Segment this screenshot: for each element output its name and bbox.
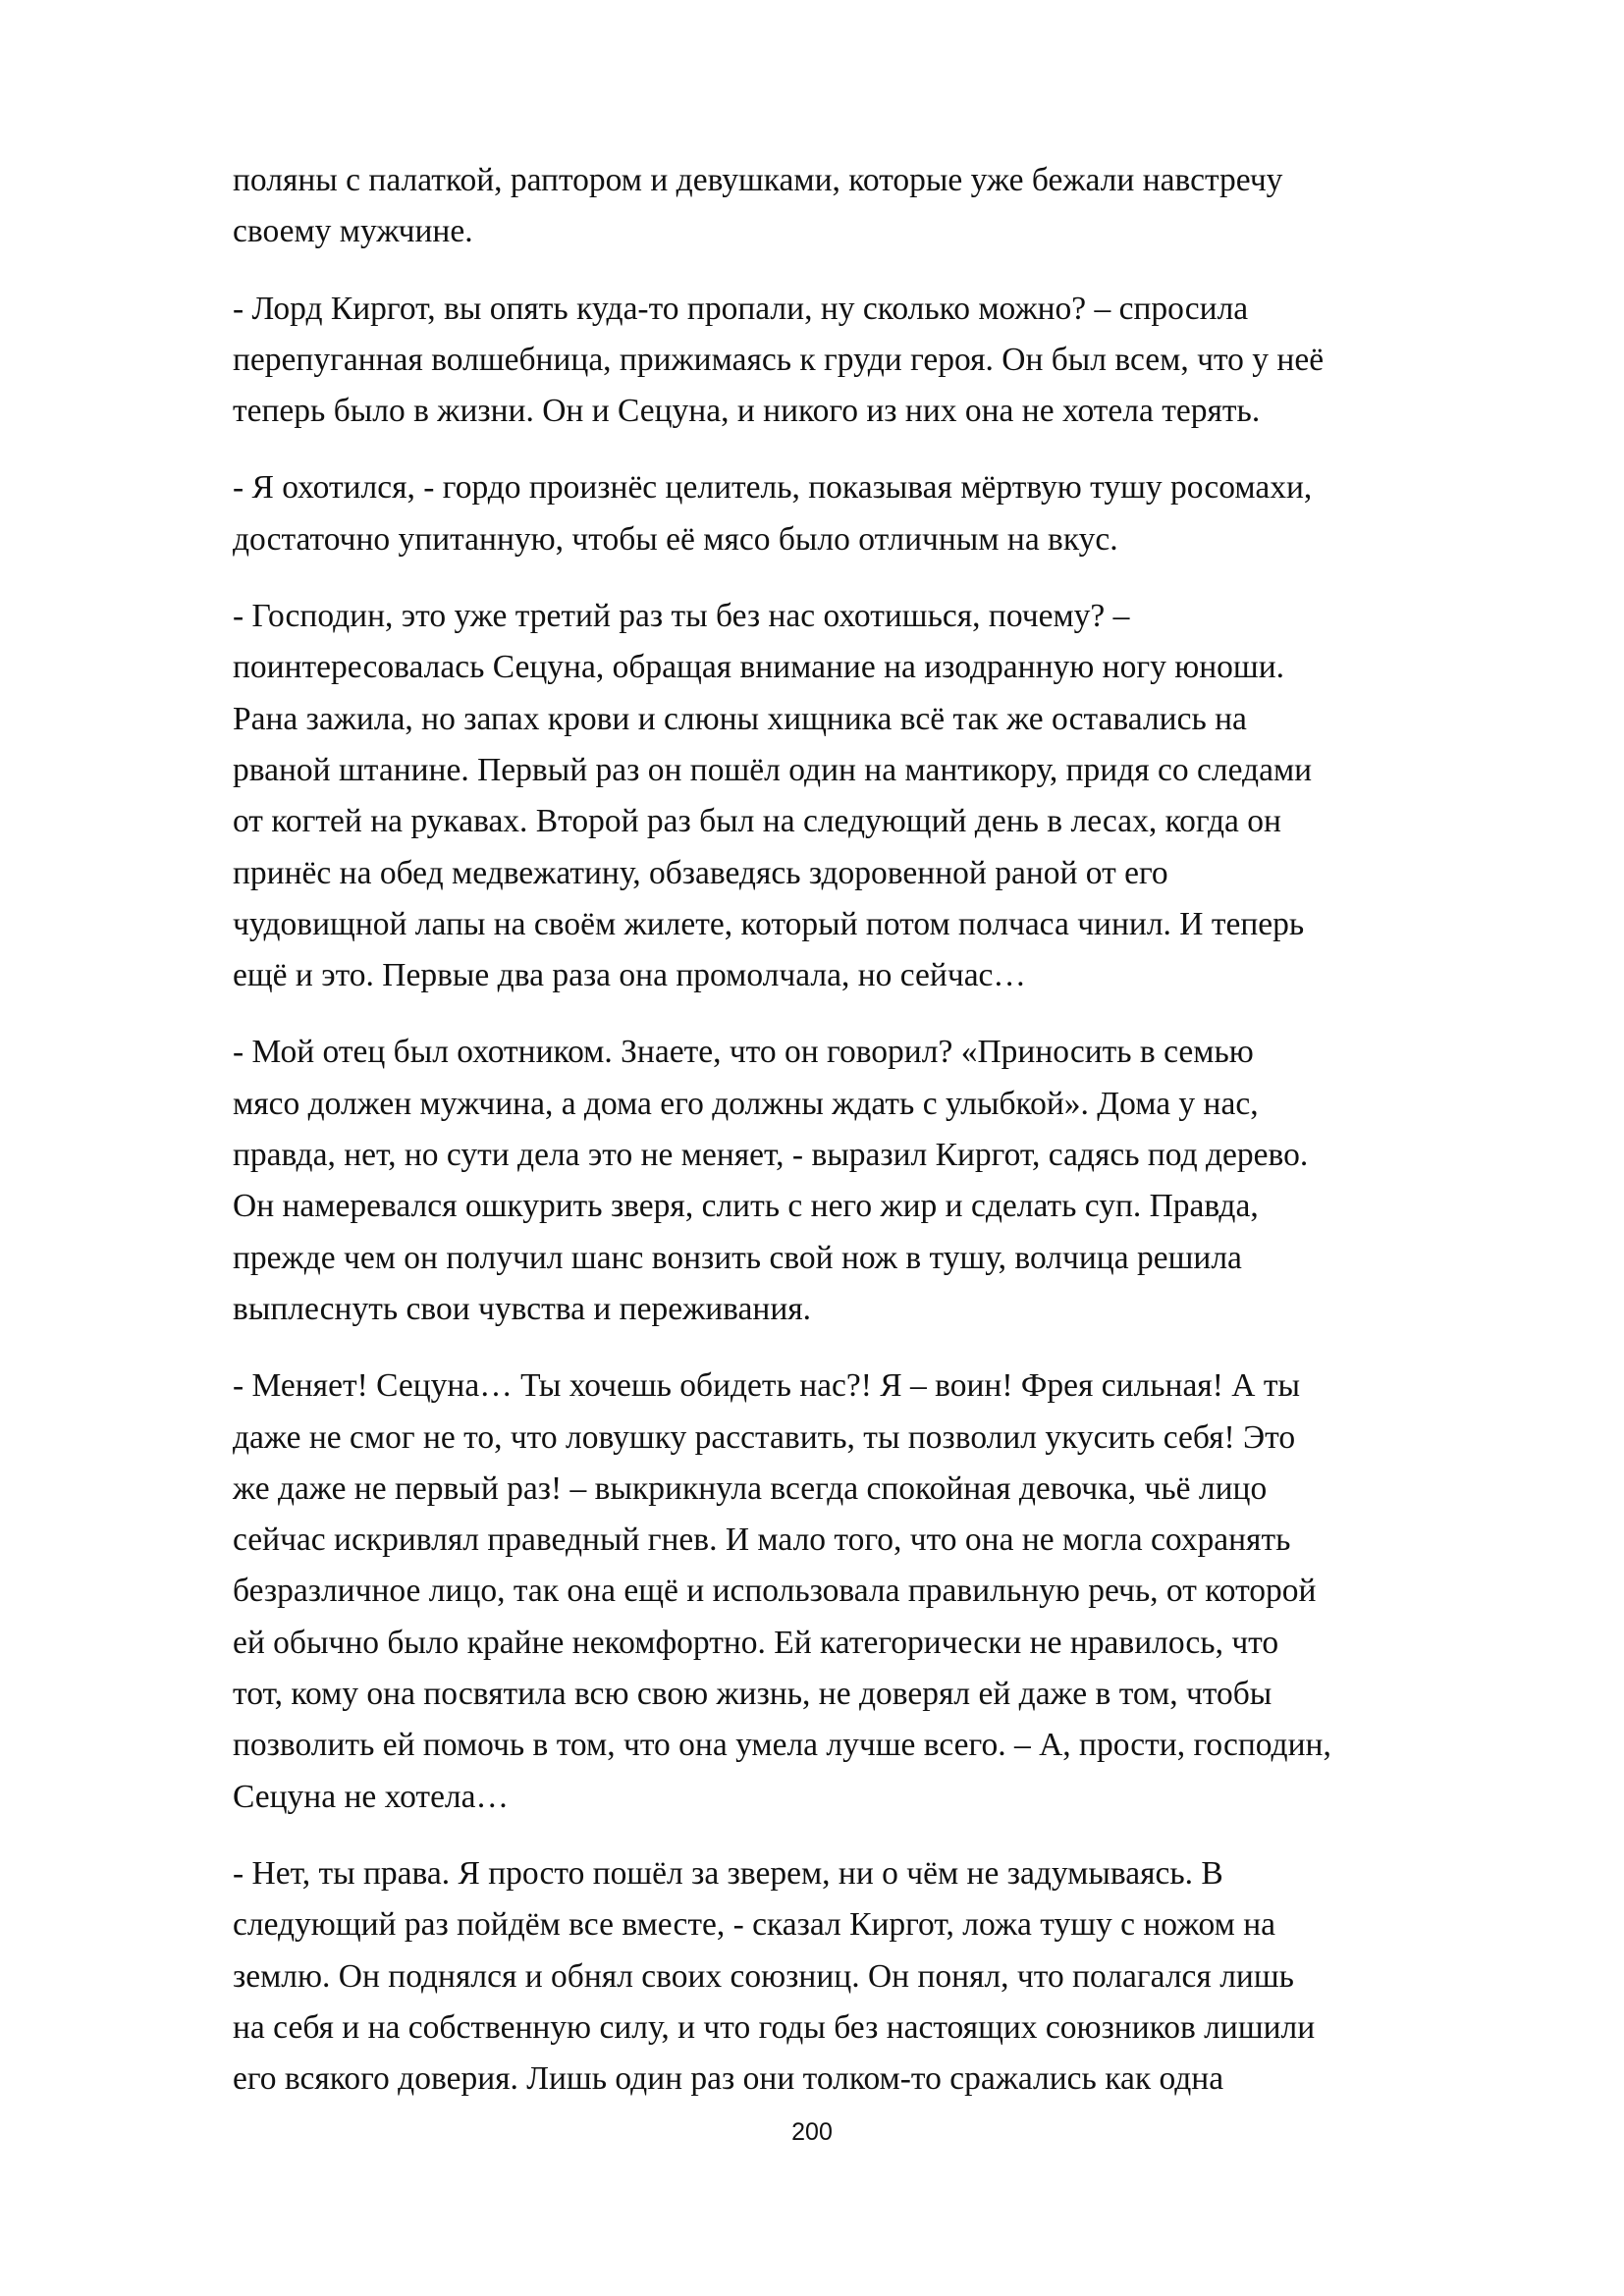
text-line: своему мужчине.	[233, 213, 473, 250]
text-line: - Лорд Киргот, вы опять куда-то пропали, ну сколько можно? – спросила	[233, 290, 1249, 327]
text-line: на себя и на собственную силу, и что годы без настоящих союзников лишили	[233, 2008, 1316, 2046]
text-line: даже не смог не то, что ловушку расставить, ты позволил укусить себя! Это	[233, 1418, 1296, 1456]
text-line: чудовищной лапы на своём жилете, который потом полчаса чинил. И теперь	[233, 905, 1305, 942]
text-line: следующий раз пойдём все вместе, - сказал Киргот, ложа тушу с ножом на	[233, 1906, 1276, 1944]
text-line: - Мой отец был охотником. Знаете, что он говорил? «Приносить в семью	[233, 1034, 1254, 1071]
text-line: Он намеревался ошкурить зверя, слить с него жир и сделать суп. Правда,	[233, 1188, 1259, 1225]
text-line: - Господин, это уже третий раз ты без нас охотишься, почему? –	[233, 598, 1130, 635]
body-text	[233, 155, 1529, 2130]
paragraph	[233, 284, 1529, 438]
text-line: выплеснуть свои чувства и переживания.	[233, 1290, 812, 1327]
text-line: ей обычно было крайне некомфортно. Ей категорически не нравилось, что	[233, 1624, 1279, 1661]
text-line: Рана зажила, но запах крови и слюны хищника всё так же оставались на	[233, 700, 1247, 737]
text-line: же даже не первый раз! – выкрикнула всегда спокойная девочка, чьё лицо	[233, 1469, 1268, 1507]
text-line: сейчас искривлял праведный гнев. И мало того, что она не могла сохранять	[233, 1522, 1291, 1559]
text-line: принёс на обед медвежатину, обзаведясь здоровенной раной от его	[233, 854, 1168, 891]
text-line: - Меняет! Сецуна… Ты хочешь обидеть нас?! Я – воин! Фрея сильная! А ты	[233, 1367, 1300, 1405]
text-line: его всякого доверия. Лишь один раз они толком-то сражались как одна	[233, 2060, 1224, 2098]
text-line: правда, нет, но сути дела это не меняет, - выразил Киргот, садясь под дерево.	[233, 1137, 1309, 1174]
text-line: мясо должен мужчина, а дома его должны ждать с улыбкой». Дома у нас,	[233, 1085, 1259, 1122]
text-line: поляны с палаткой, раптором и девушками, которые уже бежали навстречу	[233, 162, 1283, 198]
text-line: перепуганная волшебница, прижимаясь к груди героя. Он был всем, что у неё	[233, 341, 1325, 378]
paragraph	[233, 1361, 1529, 1823]
text-line: от когтей на рукавах. Второй раз был на следующий день в лесах, когда он	[233, 803, 1281, 840]
text-line: поинтересовалась Сецуна, обращая внимание на изодранную ногу юноши.	[233, 649, 1285, 686]
paragraph	[233, 1848, 1529, 2105]
paragraph	[233, 591, 1529, 1001]
paragraph	[233, 1027, 1529, 1335]
text-line: прежде чем он получил шанс вонзить свой нож в тушу, волчица решила	[233, 1239, 1242, 1276]
text-line: - Я охотился, - гордо произнёс целитель, показывая мёртвую тушу росомахи,	[233, 469, 1313, 507]
page-number: 200	[791, 2118, 833, 2146]
text-line: теперь было в жизни. Он и Сецуна, и никого из них она не хотела терять.	[233, 393, 1261, 430]
text-line: тот, кому она посвятила всю свою жизнь, не доверял ей даже в том, чтобы	[233, 1676, 1272, 1713]
paragraph	[233, 462, 1529, 565]
text-line: позволить ей помочь в том, что она умела лучше всего. – А, прости, господин,	[233, 1727, 1331, 1764]
text-line: достаточно упитанную, чтобы её мясо было отличным на вкус.	[233, 520, 1118, 558]
text-line: рваной штанине. Первый раз он пошёл один на мантикору, придя со следами	[233, 751, 1313, 788]
text-line: - Нет, ты права. Я просто пошёл за зверем, ни о чём не задумываясь. В	[233, 1854, 1223, 1892]
text-line: землю. Он поднялся и обнял своих союзниц. Он понял, что полагался лишь	[233, 1957, 1294, 1995]
paragraph	[233, 155, 1529, 258]
text-line: безразличное лицо, так она ещё и использовала правильную речь, от которой	[233, 1573, 1317, 1610]
text-line: Сецуна не хотела…	[233, 1778, 510, 1815]
text-line: ещё и это. Первые два раза она промолчала, но сейчас…	[233, 957, 1026, 994]
